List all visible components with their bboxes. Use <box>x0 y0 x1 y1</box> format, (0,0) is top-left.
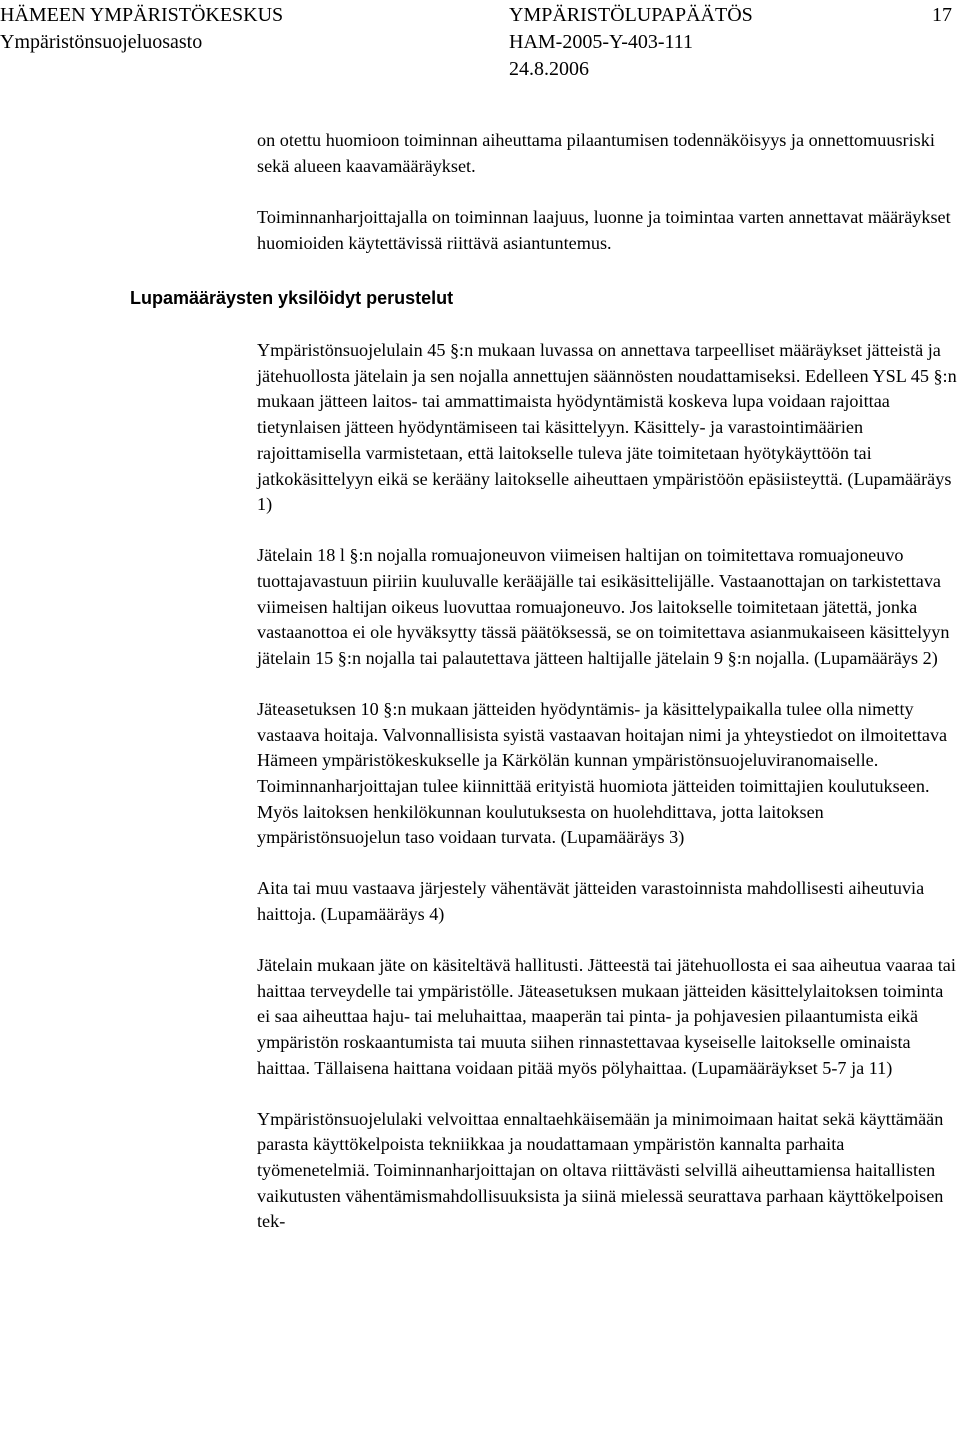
section-heading: Lupamääräysten yksilöidyt perustelut <box>130 288 454 308</box>
section-paragraph: Jätelain mukaan jäte on käsiteltävä hallitusti. Jätteestä tai jätehuollosta ei saa aiheutua vaaraa tai haittaa terveydelle tai ympäristölle. Jäteasetuksen mukaan jätteiden käsittelylaitoksen toiminta ei saa aiheuttaa haju- tai meluhaittaa, maaperän tai pinta- ja pohjavesien pilaantumista eikä ympäristön roskaantumista tai muuta siihen rinnastettavaa kyseiselle laitokselle ominaista haittaa. Tällaisena haittana voidaan pitää myös pölyhaittaa. (Lupamääräykset 5-7 ja 11) <box>257 954 956 1078</box>
section-paragraph: Ympäristönsuojelulain 45 §:n mukaan luvassa on annettava tarpeelliset määräykset jätteistä ja jätehuollosta jätelain ja sen nojalla annettujen säännösten noudattamiseksi. Edelleen YSL 45 §:n mukaan jätteen laitos- tai ammattimaista hyödyntämistä koskeva lupa voidaan rajoittaa tietynlaisen jätteen hyödyntämiseen tai käsittelyyn. Käsittely- ja varastointimäärien rajoittamisella varmistetaan, että laitokselle tuleva jäte toimitetaan hyötykäyttöön tai jatkokäsittelyyn eikä se kerääny laitokselle aiheuttaen ympäristöön epäsiisteyttä. (Lupamääräys 1) <box>257 340 957 515</box>
intro-text <box>257 128 957 257</box>
header-doc-id: HAM-2005-Y-403-111 <box>509 31 694 53</box>
section-paragraph: Aita tai muu vastaava järjestely vähentävät jätteiden varastoinnista mahdollisesti aiheutuvia haittoja. (Lupamääräys 4) <box>257 878 925 924</box>
header-middle <box>509 2 753 83</box>
page-header <box>0 2 960 82</box>
intro-paragraph-2: Toiminnanharjoittajalla on toiminnan laajuus, luonne ja toimintaa varten annettavat määräykset huomioiden käytettävissä riittävä asiantuntemus. <box>257 207 951 253</box>
section-paragraph: Ympäristönsuojelulaki velvoittaa ennaltaehkäisemään ja minimoimaan haitat sekä käyttämään parasta käyttökelpoista tekniikkaa ja noudattamaan ympäristön kannalta parhaita työmenetelmiä. Toiminnanharjoittajan on oltava riittävästi selvillä aiheuttamiensa haitallisten vaikutusten vähentämismahdollisuuksista ja siinä mielessä seurattava parhaan käyttökelpoisen tek- <box>257 1108 944 1232</box>
header-org: HÄMEEN YMPÄRISTÖKESKUS <box>0 4 284 26</box>
page-number: 17 <box>932 4 952 26</box>
header-doc-type: YMPÄRISTÖLUPAPÄÄTÖS <box>509 4 753 26</box>
intro-paragraph-1: on otettu huomioon toiminnan aiheuttama pilaantumisen todennäköisyys ja onnettomuusriski sekä alueen kaavamääräykset. <box>257 130 935 176</box>
section-paragraph: Jäteasetuksen 10 §:n mukaan jätteiden hyödyntämis- ja käsittelypaikalla tulee olla nimetty vastaava hoitaja. Valvonnallisista syistä vastaavan hoitajan nimi ja yhteystiedot on ilmoitettava Hämeen ympäristökeskukselle ja Kärkölän kunnan ympäristönsuojeluviranomaiselle. Toiminnanharjoittajan tulee kiinnittää erityistä huomiota jätteiden toimittajien koulutukseen. Myös laitoksen henkilökunnan koulutuksesta on huolehdittava, jotta laitoksen ympäristönsuojelun taso voidaan turvata. (Lupamääräys 3) <box>257 698 948 848</box>
header-unit: Ympäristönsuojeluosasto <box>0 31 203 53</box>
header-left <box>0 2 283 56</box>
section-paragraph: Jätelain 18 l §:n nojalla romuajoneuvon viimeisen haltijan on toimitettava romuajoneuvo tuottajavastuun piiriin kuuluvalle kerääjälle tai esikäsittelijälle. Vastaanottajan on tarkistettava viimeisen haltijan oikeus luovuttaa romuajoneuvo. Jos laitokselle toimitetaan jätettä, jonka vastaanottoa ei ole hyväksytty tässä päätöksessä, se on toimitettava asianmukaiseen käsittelyyn jätelain 15 §:n nojalla tai palautettava jätteen haltijalle jätelain 9 §:n nojalla. (Lupamääräys 2) <box>257 545 950 668</box>
section-body <box>257 338 957 1260</box>
header-date: 24.8.2006 <box>509 58 589 80</box>
